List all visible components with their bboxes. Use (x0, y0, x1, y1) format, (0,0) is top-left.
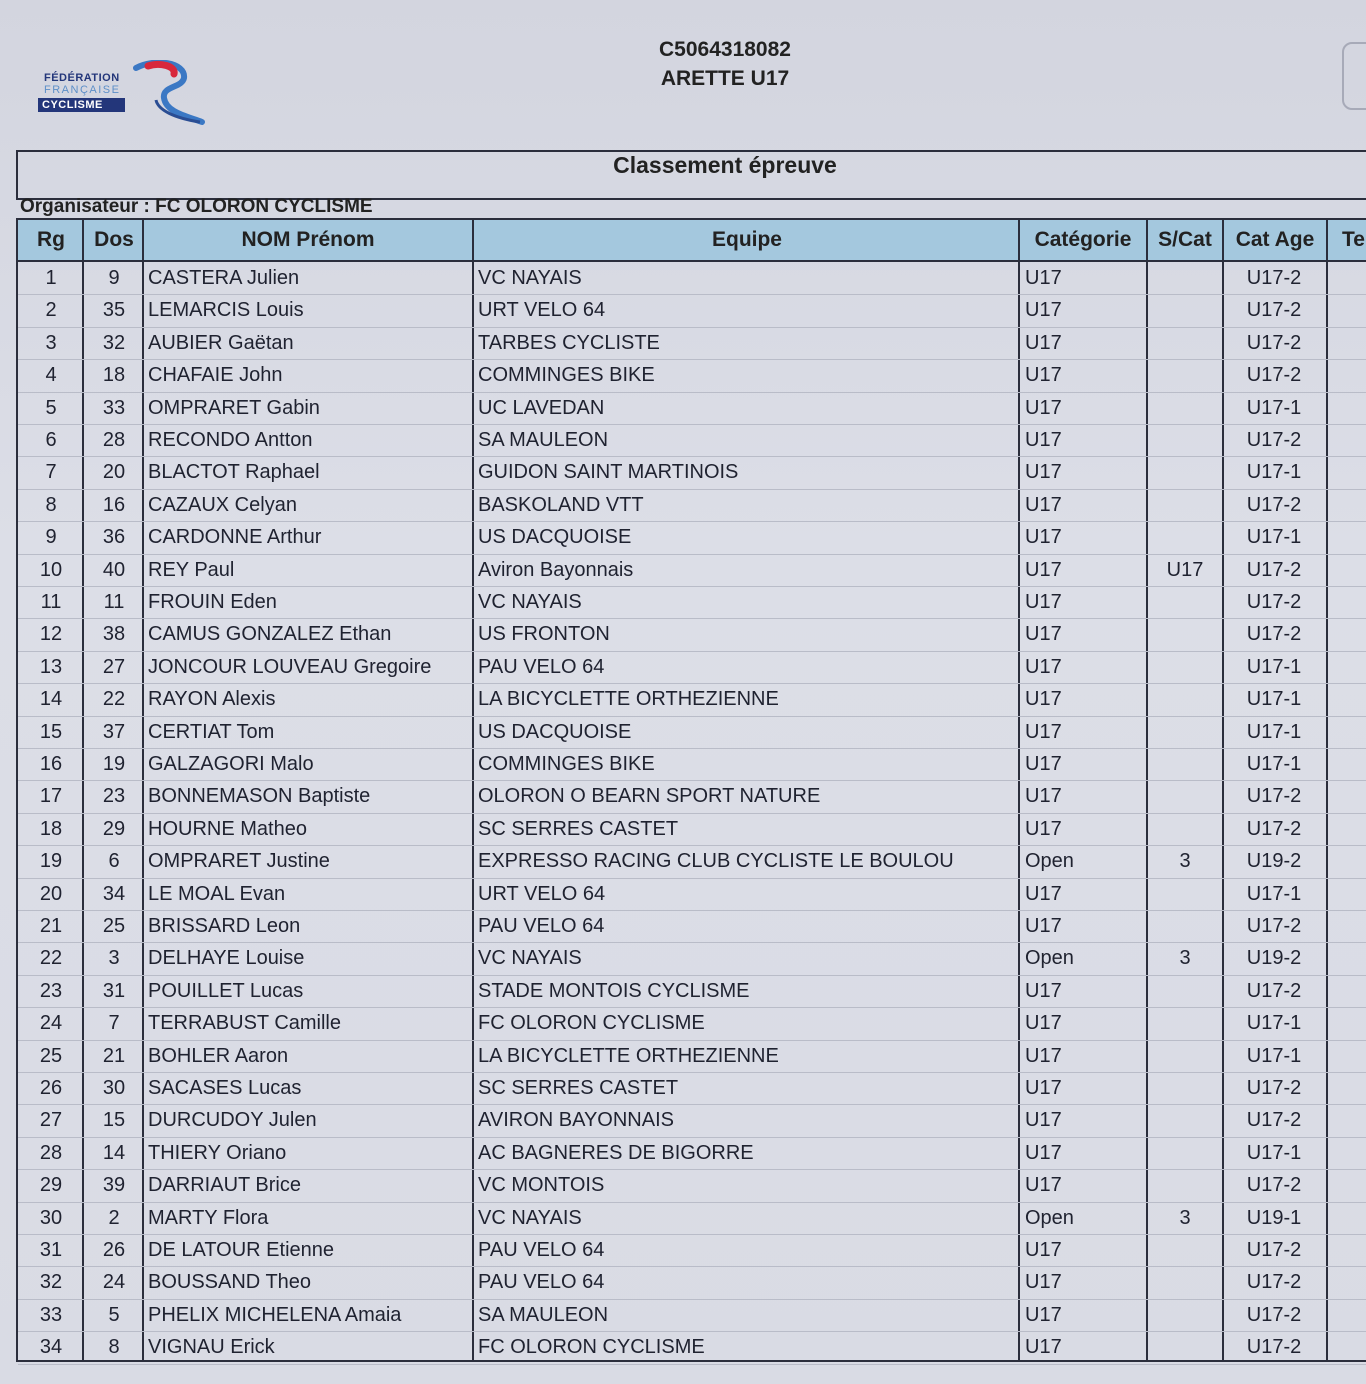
rank-cell: 4 (45, 364, 57, 387)
subcategory-cell: 3 (1179, 1206, 1191, 1229)
name-cell: AUBIER Gaëtan (148, 331, 294, 354)
team-cell: TARBES CYCLISTE (478, 331, 660, 354)
team-cell: VC NAYAIS (478, 267, 582, 289)
category-cell: U17 (1025, 461, 1062, 484)
team-cell: LA BICYCLETTE ORTHEZIENNE (478, 688, 779, 711)
age-category-cell: U17-2 (1246, 1336, 1302, 1359)
category-cell: U17 (1025, 1109, 1062, 1132)
category-cell: U17 (1025, 1077, 1062, 1099)
table-row (18, 424, 1366, 457)
team-cell: URT VELO 64 (478, 299, 606, 322)
table-row (18, 1202, 1366, 1235)
team-cell: VC NAYAIS (478, 1206, 582, 1229)
category-cell: U17 (1025, 331, 1062, 354)
category-cell: U17 (1025, 1174, 1062, 1197)
bib-cell: 37 (102, 720, 126, 743)
subcategory-cell (1148, 294, 1222, 326)
name-cell: FROUIN Eden (148, 591, 277, 613)
rank-cell: 27 (39, 1109, 63, 1132)
rank-cell: 14 (39, 688, 63, 711)
logo-line-1: FÉDÉRATION (44, 72, 120, 84)
name-cell: RAYON Alexis (148, 688, 276, 711)
rank-cell: 17 (39, 785, 63, 808)
subcategory-cell (1148, 489, 1222, 521)
rank-cell: 33 (39, 1303, 63, 1326)
bib-cell: 28 (102, 429, 126, 451)
subcategory-cell (1148, 392, 1222, 424)
rank-cell: 23 (39, 979, 63, 1002)
name-cell: BLACTOT Raphael (148, 461, 320, 484)
bib-cell: 6 (108, 850, 120, 873)
rank-cell: 15 (39, 720, 63, 743)
age-category-cell: U17-1 (1246, 1044, 1302, 1067)
table-row (18, 1007, 1366, 1040)
team-cell: SC SERRES CASTET (478, 1077, 679, 1099)
team-cell: COMMINGES BIKE (478, 753, 655, 775)
table-row (18, 975, 1366, 1008)
name-cell: MARTY Flora (148, 1206, 269, 1229)
race-name: ARETTE U17 (660, 67, 790, 90)
page-title: Classement épreuve (613, 152, 837, 178)
age-category-cell: U17-1 (1246, 688, 1302, 711)
age-category-cell: U17-2 (1246, 429, 1302, 451)
name-cell: JONCOUR LOUVEAU Gregoire (148, 655, 432, 678)
bib-cell: 36 (102, 526, 126, 549)
bib-cell: 39 (102, 1174, 126, 1197)
bib-cell: 29 (102, 817, 126, 840)
age-category-cell: U17-2 (1246, 1303, 1302, 1326)
team-cell: US DACQUOISE (478, 720, 632, 743)
subcategory-cell (1148, 1072, 1222, 1104)
bib-cell: 21 (102, 1044, 126, 1067)
team-cell: UC LAVEDAN (478, 396, 605, 419)
bib-cell: 40 (102, 558, 126, 581)
rank-cell: 31 (39, 1239, 63, 1261)
bib-cell: 7 (108, 1012, 120, 1035)
rank-cell: 21 (39, 915, 63, 937)
table-row (18, 554, 1366, 587)
category-cell: U17 (1025, 1336, 1062, 1359)
table-row (18, 586, 1366, 619)
name-cell: VIGNAU Erick (148, 1336, 275, 1359)
subcategory-cell (1148, 1007, 1222, 1039)
bib-cell: 31 (102, 979, 126, 1002)
rank-cell: 20 (39, 882, 63, 905)
rank-cell: 16 (39, 753, 63, 775)
name-cell: BOUSSAND Theo (148, 1271, 312, 1294)
rank-cell: 7 (45, 461, 57, 484)
subcategory-cell (1148, 327, 1222, 359)
age-category-cell: U17-1 (1246, 396, 1302, 419)
name-cell: CERTIAT Tom (148, 720, 275, 743)
rank-cell: 25 (39, 1044, 63, 1067)
name-cell: GALZAGORI Malo (148, 753, 314, 775)
age-category-cell: U17-2 (1246, 785, 1302, 808)
col-cat-age: Cat Age (1235, 228, 1315, 251)
category-cell: U17 (1025, 364, 1062, 387)
age-category-cell: U17-2 (1246, 1239, 1302, 1261)
name-cell: DARRIAUT Brice (148, 1174, 301, 1197)
table-row (18, 359, 1366, 392)
table-row (18, 1104, 1366, 1137)
table-row (18, 942, 1366, 975)
team-cell: VC MONTOIS (478, 1174, 605, 1197)
bib-cell: 3 (108, 947, 120, 970)
subcategory-cell (1148, 586, 1222, 618)
table-row (18, 294, 1366, 327)
team-cell: VC NAYAIS (478, 591, 582, 613)
name-cell: THIERY Oriano (148, 1141, 287, 1164)
team-cell: AVIRON BAYONNAIS (478, 1109, 674, 1132)
rank-cell: 1 (45, 267, 57, 289)
table-row (18, 683, 1366, 716)
col-te: Te (1342, 228, 1365, 251)
rank-cell: 18 (39, 817, 63, 840)
subcategory-cell (1148, 1104, 1222, 1136)
subcategory-cell (1148, 1331, 1222, 1363)
organizer-label: Organisateur : FC OLORON CYCLISME (20, 196, 373, 217)
table-row (18, 1331, 1366, 1364)
table-row (18, 1137, 1366, 1170)
category-cell: U17 (1025, 753, 1062, 775)
bib-cell: 8 (108, 1336, 120, 1359)
table-row (18, 262, 1366, 295)
name-cell: TERRABUST Camille (148, 1012, 341, 1035)
rank-cell: 22 (39, 947, 63, 970)
name-cell: CASTERA Julien (148, 267, 300, 289)
age-category-cell: U17-2 (1246, 299, 1302, 322)
bib-cell: 32 (102, 331, 126, 354)
name-cell: LEMARCIS Louis (148, 299, 304, 322)
bib-cell: 34 (102, 882, 126, 905)
category-cell: U17 (1025, 1303, 1062, 1326)
rank-cell: 29 (39, 1174, 63, 1197)
bib-cell: 26 (102, 1239, 126, 1261)
subcategory-cell (1148, 262, 1222, 294)
category-cell: Open (1025, 1206, 1074, 1229)
name-cell: HOURNE Matheo (148, 817, 307, 840)
team-cell: FC OLORON CYCLISME (478, 1336, 705, 1359)
table-row (18, 910, 1366, 943)
team-cell: OLORON O BEARN SPORT NATURE (478, 785, 821, 808)
table-row (18, 392, 1366, 425)
age-category-cell: U17-1 (1246, 753, 1302, 775)
category-cell: U17 (1025, 526, 1062, 549)
category-cell: U17 (1025, 882, 1062, 905)
age-category-cell: U19-2 (1246, 850, 1302, 873)
rank-cell: 12 (39, 623, 63, 646)
rank-cell: 24 (39, 1012, 63, 1035)
bib-cell: 27 (102, 655, 126, 678)
rank-cell: 10 (39, 558, 63, 581)
age-category-cell: U17-2 (1246, 1077, 1302, 1099)
bib-cell: 11 (103, 591, 125, 613)
race-code: C5064318082 (659, 38, 791, 61)
subcategory-cell (1148, 1040, 1222, 1072)
category-cell: Open (1025, 947, 1074, 970)
name-cell: PHELIX MICHELENA Amaia (148, 1303, 402, 1326)
col-dos: Dos (94, 228, 134, 251)
subcategory-cell (1148, 975, 1222, 1007)
bib-cell: 23 (102, 785, 126, 808)
table-row (18, 521, 1366, 554)
table-row (18, 1072, 1366, 1105)
category-cell: U17 (1025, 429, 1062, 451)
rank-cell: 26 (39, 1077, 63, 1099)
team-cell: BASKOLAND VTT (478, 493, 644, 516)
name-cell: OMPRARET Justine (148, 850, 330, 873)
category-cell: Open (1025, 850, 1074, 873)
rank-cell: 9 (45, 526, 57, 549)
subcategory-cell (1148, 651, 1222, 683)
team-cell: PAU VELO 64 (478, 1239, 605, 1261)
age-category-cell: U17-1 (1246, 526, 1302, 549)
age-category-cell: U17-1 (1246, 882, 1302, 905)
name-cell: CAMUS GONZALEZ Ethan (148, 623, 392, 646)
team-cell: LA BICYCLETTE ORTHEZIENNE (478, 1044, 779, 1067)
subcategory-cell (1148, 748, 1222, 780)
rank-cell: 3 (45, 331, 57, 354)
subcategory-cell (1148, 813, 1222, 845)
table-row (18, 716, 1366, 749)
category-cell: U17 (1025, 299, 1062, 322)
subcategory-cell (1148, 878, 1222, 910)
age-category-cell: U17-1 (1246, 1141, 1302, 1164)
team-cell: STADE MONTOIS CYCLISME (478, 979, 750, 1002)
rank-cell: 2 (45, 299, 57, 322)
rank-cell: 6 (45, 429, 57, 451)
subcategory-cell (1148, 521, 1222, 553)
rank-cell: 32 (39, 1271, 63, 1294)
table-row (18, 1040, 1366, 1073)
col-scat: S/Cat (1158, 228, 1212, 251)
age-category-cell: U17-2 (1246, 817, 1302, 840)
subcategory-cell (1148, 910, 1222, 942)
category-cell: U17 (1025, 1044, 1062, 1067)
rank-cell: 11 (40, 591, 62, 613)
category-cell: U17 (1025, 655, 1062, 678)
results-table (16, 218, 1366, 1362)
name-cell: BRISSARD Leon (148, 915, 301, 937)
team-cell: Aviron Bayonnais (478, 558, 634, 581)
subcategory-cell (1148, 359, 1222, 391)
subcategory-cell (1148, 456, 1222, 488)
ffc-logo (36, 60, 206, 128)
bib-cell: 38 (102, 623, 126, 646)
bib-cell: 5 (108, 1303, 120, 1326)
name-cell: DE LATOUR Etienne (148, 1239, 335, 1261)
name-cell: DELHAYE Louise (148, 947, 305, 970)
table-row (18, 618, 1366, 651)
category-cell: U17 (1025, 1141, 1062, 1164)
name-cell: OMPRARET Gabin (148, 396, 320, 419)
table-row (18, 845, 1366, 878)
subcategory-cell (1148, 1137, 1222, 1169)
subcategory-cell (1148, 1169, 1222, 1201)
category-cell: U17 (1025, 1271, 1062, 1294)
team-cell: EXPRESSO RACING CLUB CYCLISTE LE BOULOU (478, 850, 954, 873)
logo-line-2: FRANÇAISE (44, 84, 121, 96)
team-cell: SA MAULEON (478, 1303, 609, 1326)
rank-cell: 30 (39, 1206, 63, 1229)
category-cell: U17 (1025, 591, 1062, 613)
category-cell: U17 (1025, 785, 1062, 808)
age-category-cell: U17-2 (1246, 364, 1302, 387)
col-nom: NOM Prénom (241, 228, 375, 251)
age-category-cell: U17-2 (1246, 623, 1302, 646)
col-rg: Rg (37, 228, 65, 251)
team-cell: VC NAYAIS (478, 947, 582, 970)
age-category-cell: U17-2 (1246, 558, 1302, 581)
table-row (18, 489, 1366, 522)
table-row (18, 1169, 1366, 1202)
age-category-cell: U19-1 (1246, 1206, 1302, 1229)
name-cell: REY Paul (148, 558, 235, 581)
team-cell: PAU VELO 64 (478, 915, 605, 937)
name-cell: SACASES Lucas (148, 1077, 302, 1099)
bib-cell: 24 (102, 1271, 126, 1294)
bib-cell: 15 (102, 1109, 126, 1132)
age-category-cell: U17-1 (1246, 720, 1302, 743)
team-cell: COMMINGES BIKE (478, 364, 655, 387)
stamp-box (1342, 42, 1366, 110)
category-cell: U17 (1025, 979, 1062, 1002)
name-cell: CAZAUX Celyan (148, 493, 297, 516)
bib-cell: 35 (102, 299, 126, 322)
age-category-cell: U17-2 (1246, 493, 1302, 516)
subcategory-cell (1148, 780, 1222, 812)
rank-cell: 34 (39, 1336, 63, 1359)
subcategory-cell (1148, 683, 1222, 715)
category-cell: U17 (1025, 720, 1062, 743)
age-category-cell: U17-1 (1246, 1012, 1302, 1035)
subcategory-cell (1148, 716, 1222, 748)
bib-cell: 16 (102, 493, 126, 516)
category-cell: U17 (1025, 915, 1062, 937)
table-row (18, 1299, 1366, 1332)
rank-cell: 19 (39, 850, 63, 873)
age-category-cell: U17-2 (1246, 591, 1302, 613)
bib-cell: 22 (102, 688, 126, 711)
table-row (18, 878, 1366, 911)
name-cell: BONNEMASON Baptiste (148, 785, 371, 808)
rank-cell: 5 (45, 396, 57, 419)
table-row (18, 1266, 1366, 1299)
team-cell: PAU VELO 64 (478, 1271, 605, 1294)
category-cell: U17 (1025, 396, 1062, 419)
table-row (18, 1234, 1366, 1267)
subcategory-cell (1148, 1234, 1222, 1266)
age-category-cell: U17-2 (1246, 331, 1302, 354)
col-equipe: Equipe (711, 228, 782, 251)
team-cell: PAU VELO 64 (478, 655, 605, 678)
team-cell: US DACQUOISE (478, 526, 632, 549)
table-row (18, 456, 1366, 489)
age-category-cell: U17-2 (1246, 915, 1302, 937)
subcategory-cell (1148, 618, 1222, 650)
name-cell: DURCUDOY Julen (148, 1109, 317, 1132)
name-cell: RECONDO Antton (148, 429, 313, 451)
subcategory-cell: 3 (1179, 947, 1191, 970)
age-category-cell: U17-2 (1246, 1174, 1302, 1197)
name-cell: CHAFAIE John (148, 364, 283, 387)
team-cell: FC OLORON CYCLISME (478, 1012, 705, 1035)
category-cell: U17 (1025, 1012, 1062, 1035)
bib-cell: 18 (102, 364, 126, 387)
logo-line-3: CYCLISME (38, 98, 125, 112)
age-category-cell: U17-2 (1246, 1271, 1302, 1294)
team-cell: SA MAULEON (478, 429, 609, 451)
bib-cell: 25 (102, 915, 126, 937)
category-cell: U17 (1025, 558, 1062, 581)
bib-cell: 33 (102, 396, 126, 419)
table-header (18, 220, 1366, 262)
col-categorie: Catégorie (1034, 228, 1132, 251)
subcategory-cell: 3 (1179, 850, 1191, 873)
bib-cell: 14 (102, 1141, 126, 1164)
category-cell: U17 (1025, 493, 1062, 516)
age-category-cell: U17-2 (1246, 267, 1302, 289)
table-row (18, 748, 1366, 781)
name-cell: LE MOAL Evan (148, 882, 286, 905)
subcategory-cell (1148, 1266, 1222, 1298)
bib-cell: 19 (102, 753, 126, 775)
name-cell: POUILLET Lucas (148, 979, 304, 1002)
rank-cell: 8 (45, 493, 57, 516)
subcategory-cell (1148, 1299, 1222, 1331)
rank-cell: 28 (39, 1141, 63, 1164)
team-cell: URT VELO 64 (478, 882, 606, 905)
bib-cell: 20 (102, 461, 126, 484)
name-cell: BOHLER Aaron (148, 1044, 289, 1067)
subcategory-cell: U17 (1166, 558, 1204, 581)
category-cell: U17 (1025, 688, 1062, 711)
bib-cell: 2 (108, 1206, 120, 1229)
rank-cell: 13 (39, 655, 63, 678)
team-cell: US FRONTON (478, 623, 610, 646)
table-row (18, 651, 1366, 684)
age-category-cell: U17-1 (1246, 461, 1302, 484)
table-row (18, 780, 1366, 813)
name-cell: CARDONNE Arthur (148, 526, 322, 549)
category-cell: U17 (1025, 623, 1062, 646)
category-cell: U17 (1025, 267, 1062, 289)
age-category-cell: U19-2 (1246, 947, 1302, 970)
bib-cell: 9 (108, 267, 120, 289)
table-row (18, 813, 1366, 846)
age-category-cell: U17-1 (1246, 655, 1302, 678)
category-cell: U17 (1025, 817, 1062, 840)
team-cell: AC BAGNERES DE BIGORRE (478, 1141, 754, 1164)
subcategory-cell (1148, 424, 1222, 456)
team-cell: GUIDON SAINT MARTINOIS (478, 461, 739, 484)
table-row (18, 327, 1366, 360)
bib-cell: 30 (102, 1077, 126, 1099)
age-category-cell: U17-2 (1246, 979, 1302, 1002)
age-category-cell: U17-2 (1246, 1109, 1302, 1132)
team-cell: SC SERRES CASTET (478, 817, 679, 840)
category-cell: U17 (1025, 1239, 1062, 1261)
